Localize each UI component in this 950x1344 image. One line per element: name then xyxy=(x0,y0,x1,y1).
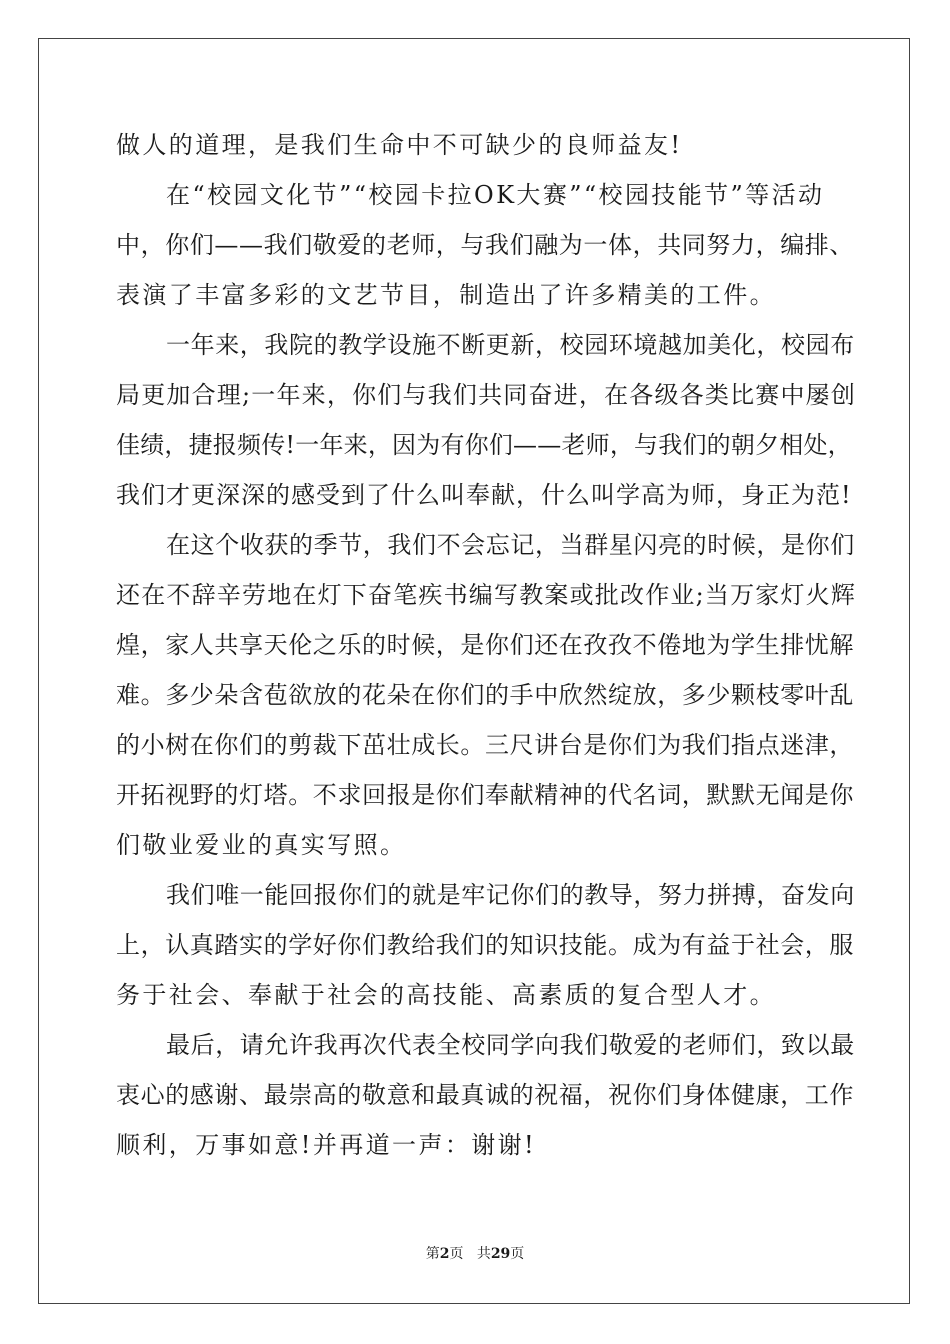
text-line: 在这个收获的季节，我们不会忘记，当群星闪亮的时候，是你们 xyxy=(166,531,855,559)
text-line: 我们唯一能回报你们的就是牢记你们的教导，努力拼搏，奋发向 xyxy=(166,881,855,909)
text-line: 佳绩，捷报频传!一年来，因为有你们——老师，与我们的朝夕相处， xyxy=(116,431,852,459)
current-page-number: 2 xyxy=(439,1246,450,1262)
document-body xyxy=(116,120,856,1170)
text-line: 难。多少朵含苞欲放的花朵在你们的手中欣然绽放，多少颗枝零叶乱 xyxy=(116,681,854,709)
footer-gap xyxy=(463,1246,476,1262)
text-line: 的小树在你们的剪裁下茁壮成长。三尺讲台是你们为我们指点迷津， xyxy=(116,731,854,759)
text-line: 我们才更深深的感受到了什么叫奉献，什么叫学高为师，身正为范! xyxy=(116,481,852,509)
footer-total-word: 页 xyxy=(510,1246,525,1262)
text-line: 中，你们——我们敬爱的老师，与我们融为一体，共同努力，编排、 xyxy=(116,231,854,259)
total-pages-number: 29 xyxy=(490,1246,511,1262)
text-line: 煌，家人共享天伦之乐的时候，是你们还在孜孜不倦地为学生排忧解 xyxy=(116,631,854,659)
footer-page-word: 页 xyxy=(449,1246,464,1262)
footer-prefix: 第 xyxy=(425,1246,440,1262)
text-line: 们敬业爱业的真实写照。 xyxy=(116,831,407,859)
text-line: 在“校园文化节”“校园卡拉OK大赛”“校园技能节”等活动 xyxy=(166,181,825,209)
text-line: 上，认真踏实的学好你们教给我们的知识技能。成为有益于社会，服 xyxy=(116,931,854,959)
footer-total-prefix: 共 xyxy=(476,1246,491,1262)
text-line: 衷心的感谢、最崇高的敬意和最真诚的祝福，祝你们身体健康，工作 xyxy=(116,1081,854,1109)
page-footer xyxy=(0,1244,950,1264)
text-line: 一年来，我院的教学设施不断更新，校园环境越加美化，校园布 xyxy=(166,331,855,359)
text-line: 做人的道理，是我们生命中不可缺少的良师益友! xyxy=(116,131,683,159)
text-line: 局更加合理;一年来，你们与我们共同奋进，在各级各类比赛中屡创 xyxy=(116,381,857,409)
text-line: 开拓视野的灯塔。不求回报是你们奉献精神的代名词，默默无闻是你 xyxy=(116,781,854,809)
text-line: 表演了丰富多彩的文艺节目，制造出了许多精美的工件。 xyxy=(116,281,776,309)
text-line: 顺利，万事如意!并再道一声：谢谢! xyxy=(116,1131,537,1159)
text-line: 最后，请允许我再次代表全校同学向我们敬爱的老师们，致以最 xyxy=(166,1031,855,1059)
text-line: 务于社会、奉献于社会的高技能、高素质的复合型人才。 xyxy=(116,981,776,1009)
text-line: 还在不辞辛劳地在灯下奋笔疾书编写教案或批改作业;当万家灯火辉 xyxy=(116,581,857,609)
